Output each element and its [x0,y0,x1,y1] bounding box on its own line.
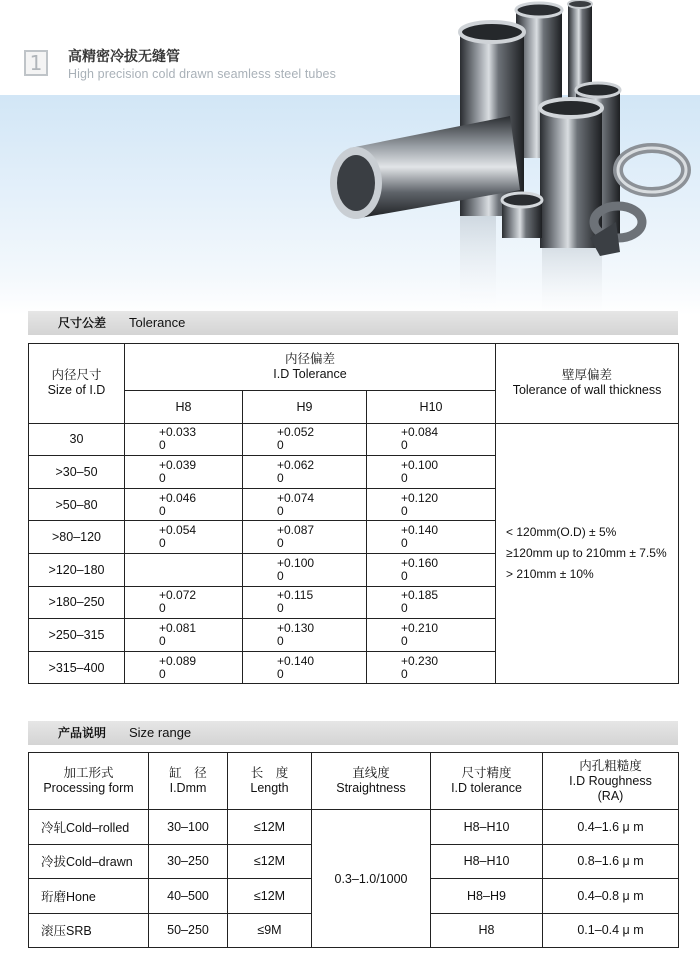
h9-cell: +0.052 0 [243,423,367,456]
size-cell: >30–50 [29,456,125,489]
h8-cell: +0.054 0 [125,521,243,554]
length-cell: ≤12M [228,844,312,879]
idtol-header-cell: 尺寸精度 I.D tolerance [431,753,543,810]
size-cell: >50–80 [29,488,125,521]
roughness-header-cell: 内孔粗糙度 I.D Roughness (RA) [543,753,679,810]
h10-cell: +0.210 0 [367,619,496,652]
h8-cell: +0.089 0 [125,651,243,684]
length-header-cell: 长 度 Length [228,753,312,810]
size-range-table [28,752,679,948]
idtol-cell: H8 [431,913,543,948]
h10-cell: +0.140 0 [367,521,496,554]
h10-cell: +0.100 0 [367,456,496,489]
tolerance-title-cn: 尺寸公差 [58,316,107,330]
idmm-cell: 30–100 [149,810,228,845]
roughness-cell: 0.4–0.8 μ m [543,879,679,914]
h10-cell: +0.084 0 [367,423,496,456]
form-header-cell: 加工形式 Processing form [29,753,149,810]
steel-tubes-image [320,0,700,320]
idmm-cell: 30–250 [149,844,228,879]
h8-cell: +0.081 0 [125,619,243,652]
wall-line-3: > 210mm ± 10% [506,566,594,581]
size-cell: >180–250 [29,586,125,619]
h10-cell: +0.185 0 [367,586,496,619]
idtol-cell: H8–H9 [431,879,543,914]
size-range-title-en: Size range [129,725,192,740]
size-range-title-cn: 产品说明 [58,726,107,740]
straightness-header-cell: 直线度 Straightness [312,753,431,810]
idtol-cell: H8–H10 [431,810,543,845]
h9-cell: +0.087 0 [243,521,367,554]
idmm-header-cell: 缸 径 I.Dmm [149,753,228,810]
table-row [29,423,679,456]
wall-header-cn: 壁厚偏差 [562,368,613,383]
h8-cell [125,553,243,586]
form-cell: 珩磨Hone [29,879,149,914]
wall-line-1: < 120mm(O.D) ± 5% [506,524,617,539]
length-cell: ≤12M [228,810,312,845]
page-title-cn: 高精密冷拔无缝管 [68,49,180,65]
table-row [29,810,679,845]
roughness-cell: 0.8–1.6 μ m [543,844,679,879]
section-number-badge: 1 [24,50,48,76]
h9-cell: +0.100 0 [243,553,367,586]
size-header-en: Size of I.D [47,383,106,398]
roughness-cell: 0.4–1.6 μ m [543,810,679,845]
h9-cell: +0.115 0 [243,586,367,619]
size-cell: >120–180 [29,553,125,586]
size-range-section-header [28,721,678,745]
h9-cell: +0.130 0 [243,619,367,652]
h8-cell: +0.039 0 [125,456,243,489]
roughness-cell: 0.1–0.4 μ m [543,913,679,948]
page-title-en: High precision cold drawn seamless steel tubes [68,67,336,81]
size-cell: >250–315 [29,619,125,652]
size-header-cell [29,344,125,424]
wall-header-cell [496,344,679,424]
tolerance-section-header [28,311,678,335]
h10-cell: +0.120 0 [367,488,496,521]
size-cell: >80–120 [29,521,125,554]
idtol-cell: H8–H10 [431,844,543,879]
wall-tolerance-cell [496,423,679,684]
form-cell: 冷拔Cold–drawn [29,844,149,879]
length-cell: ≤9M [228,913,312,948]
id-tolerance-header-cn: 内径偏差 [285,352,336,366]
h8-cell: +0.072 0 [125,586,243,619]
h10-cell: +0.230 0 [367,651,496,684]
size-cell: >315–400 [29,651,125,684]
id-tolerance-header-en: I.D Tolerance [273,367,347,381]
grade-header-h9: H9 [243,391,367,424]
grade-header-h8: H8 [125,391,243,424]
h8-cell: +0.046 0 [125,488,243,521]
straightness-cell: 0.3–1.0/1000 [312,810,431,948]
idmm-cell: 40–500 [149,879,228,914]
h9-cell: +0.140 0 [243,651,367,684]
size-header-cn: 内径尺寸 [51,368,102,383]
length-cell: ≤12M [228,879,312,914]
size-cell: 30 [29,423,125,456]
form-cell: 滚压SRB [29,913,149,948]
form-cell: 冷轧Cold–rolled [29,810,149,845]
h9-cell: +0.074 0 [243,488,367,521]
tolerance-table [28,343,679,684]
tolerance-title-en: Tolerance [129,315,186,330]
h9-cell: +0.062 0 [243,456,367,489]
grade-header-h10: H10 [367,391,496,424]
id-tolerance-header-cell [125,344,496,391]
wall-line-2: ≥120mm up to 210mm ± 7.5% [506,545,667,560]
h8-cell: +0.033 0 [125,423,243,456]
idmm-cell: 50–250 [149,913,228,948]
h10-cell: +0.160 0 [367,553,496,586]
wall-header-en: Tolerance of wall thickness [512,383,662,398]
